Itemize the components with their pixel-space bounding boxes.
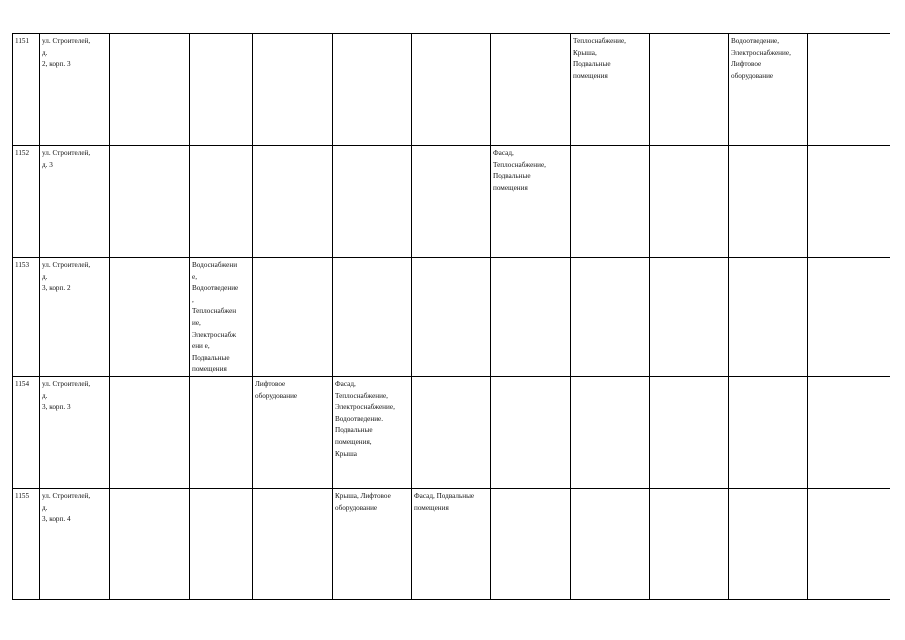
work-cell (808, 34, 890, 146)
work-cell (729, 34, 808, 146)
row-number-cell (13, 34, 40, 146)
work-cell (412, 146, 491, 258)
work-cell (190, 376, 253, 488)
work-cell (412, 34, 491, 146)
address-cell (40, 376, 110, 488)
work-cell (808, 146, 890, 258)
work-cell (808, 376, 890, 488)
row-number: 1155 (15, 491, 30, 500)
table-row (13, 376, 890, 488)
address-text: ул. Строителей, д. 3, корп. 2 (42, 261, 91, 293)
work-cell (253, 488, 333, 599)
table-row (13, 488, 890, 599)
work-cell (253, 258, 333, 377)
work-cell (412, 376, 491, 488)
row-number: 1154 (15, 379, 30, 388)
table-row (13, 34, 890, 146)
work-cell (333, 146, 412, 258)
work-types-text: Водоотведение, Электроснабжение, Лифтовое оборудование (731, 37, 791, 80)
work-cell (253, 34, 333, 146)
table-row (13, 146, 890, 258)
row-number: 1151 (15, 37, 30, 45)
address-cell (40, 146, 110, 258)
work-types-text: Крыша, Лифтовое оборудование (335, 491, 391, 512)
row-number-cell (13, 488, 40, 599)
work-types-text: Водоснабжени e, Водоотведение , Теплоснабжен ие, Электроснабж ени е, Подвальные помещения (192, 261, 239, 374)
address-cell (40, 34, 110, 146)
work-cell (253, 146, 333, 258)
address-cell (40, 488, 110, 599)
row-number: 1153 (15, 261, 30, 269)
works-schedule-table (12, 33, 890, 600)
work-cell (571, 488, 650, 599)
work-cell (650, 258, 729, 377)
row-number: 1152 (15, 149, 30, 157)
table-row (13, 258, 890, 377)
row-number-cell (13, 146, 40, 258)
work-cell (808, 258, 890, 377)
work-cell (571, 258, 650, 377)
work-types-text: Лифтовое оборудование (255, 379, 298, 400)
work-cell (190, 488, 253, 599)
work-cell (412, 258, 491, 377)
work-types-text: Фасад, Теплоснабжение, Электроснабжение, Водоотведение. Подвальные помещения, Крыша (335, 379, 395, 458)
work-cell (333, 376, 412, 488)
address-text: ул. Строителей, д. 3, корп. 3 (42, 379, 91, 412)
work-cell (650, 376, 729, 488)
work-cell (333, 258, 412, 377)
empty-cell (110, 34, 190, 146)
work-types-text: Фасад, Теплоснабжение, Подвальные помещения (493, 149, 546, 192)
work-cell (491, 488, 571, 599)
row-number-cell (13, 376, 40, 488)
empty-cell (110, 146, 190, 258)
address-text: ул. Строителей, д. 3 (42, 149, 91, 169)
work-cell (491, 258, 571, 377)
work-cell (491, 34, 571, 146)
work-cell (729, 376, 808, 488)
work-cell (808, 488, 890, 599)
work-cell (729, 146, 808, 258)
empty-cell (110, 258, 190, 377)
work-cell (253, 376, 333, 488)
address-text: ул. Строителей, д. 2, корп. 3 (42, 37, 91, 69)
work-cell (571, 34, 650, 146)
work-cell (650, 488, 729, 599)
work-cell (333, 488, 412, 599)
work-cell (491, 146, 571, 258)
work-cell (190, 34, 253, 146)
work-types-text: Фасад, Подвальные помещения (414, 491, 475, 512)
work-cell (571, 146, 650, 258)
work-cell (190, 258, 253, 377)
work-cell (650, 34, 729, 146)
work-cell (650, 146, 729, 258)
empty-cell (110, 376, 190, 488)
work-cell (729, 488, 808, 599)
work-cell (571, 376, 650, 488)
work-cell (491, 376, 571, 488)
work-types-text: Теплоснабжение, Крыша, Подвальные помещения (573, 37, 626, 80)
row-number-cell (13, 258, 40, 377)
work-cell (729, 258, 808, 377)
empty-cell (110, 488, 190, 599)
address-text: ул. Строителей, д. 3, корп. 4 (42, 491, 91, 524)
address-cell (40, 258, 110, 377)
work-cell (412, 488, 491, 599)
work-cell (190, 146, 253, 258)
work-cell (333, 34, 412, 146)
